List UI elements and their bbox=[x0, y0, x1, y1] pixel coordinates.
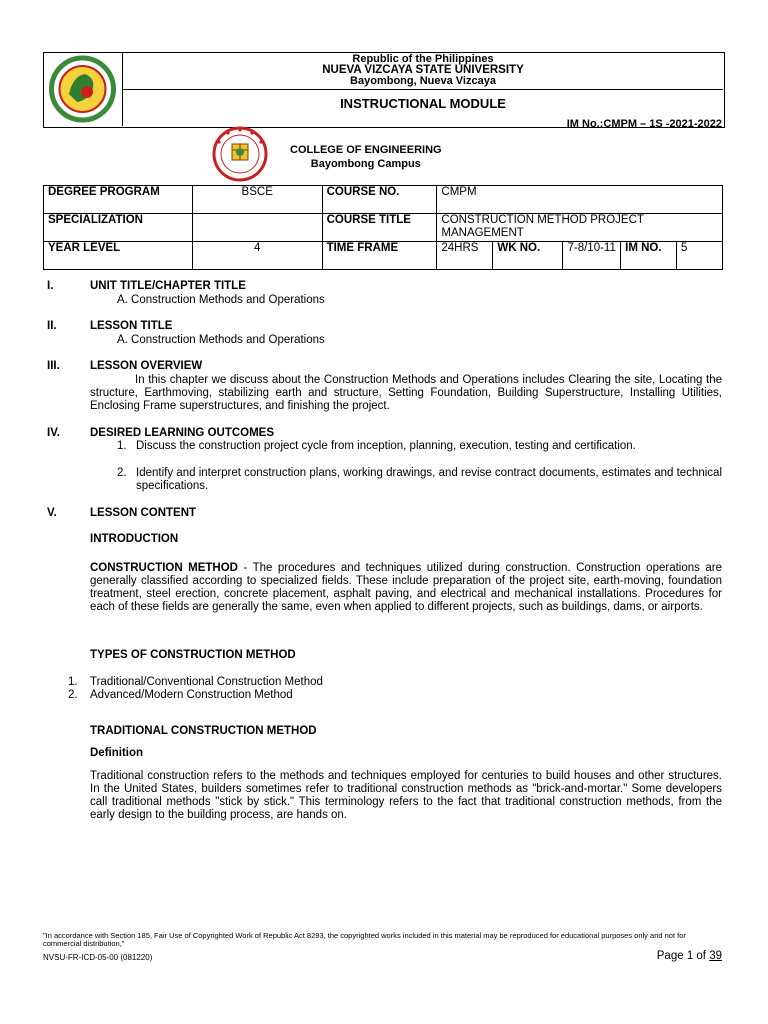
specialization-label: SPECIALIZATION bbox=[44, 214, 193, 242]
section-4-title: DESIRED LEARNING OUTCOMES bbox=[90, 427, 275, 439]
section-2-title: LESSON TITLE bbox=[90, 320, 173, 332]
construction-method-text: - The procedures and techniques utilized during construction. Construction operations are generally classified according to specialized fields. These include preparation of the project site, earth-moving, foundation treatment, steel erection, concrete placement, asphalt paving, and electrical and mechanical installations. Procedures for each of these fields are generally the same, even when applied to different projects, such as buildings, dams, or airports. bbox=[90, 562, 722, 613]
definition-text: Traditional construction refers to the methods and techniques employed for centuries to build houses and other structures. In the United States, builders sometimes refer to traditional construction methods as "brick-and-mortar." Some developers call traditional methods "stick by stick." This terminology refers to the fact that traditional construction methods, from the early design to the building process, are hands on. bbox=[90, 770, 722, 821]
module-title: INSTRUCTIONAL MODULE bbox=[340, 96, 506, 111]
traditional-heading: TRADITIONAL CONSTRUCTION METHOD bbox=[90, 725, 317, 737]
header-line-republic: Republic of the Philippines bbox=[352, 53, 494, 65]
im-no-value: 5 bbox=[677, 242, 723, 270]
header-line-location: Bayombong, Nueva Vizcaya bbox=[350, 75, 496, 87]
section-5-number: V. bbox=[47, 507, 57, 519]
year-level-value: 4 bbox=[192, 242, 322, 270]
time-frame-label: TIME FRAME bbox=[322, 242, 437, 270]
section-4-number: IV. bbox=[47, 427, 61, 439]
section-2-item: A. Construction Methods and Operations bbox=[117, 334, 325, 346]
section-1-item: A. Construction Methods and Operations bbox=[117, 294, 325, 306]
form-code: NVSU-FR-ICD-05-00 (081220) bbox=[43, 953, 153, 962]
college-logo bbox=[208, 126, 272, 182]
definition-heading: Definition bbox=[90, 747, 144, 759]
college-info bbox=[290, 143, 442, 171]
page-prefix: Page 1 of bbox=[656, 950, 710, 962]
introduction-heading: INTRODUCTION bbox=[90, 533, 179, 545]
year-level-label: YEAR LEVEL bbox=[44, 242, 193, 270]
type-number: 2. bbox=[68, 689, 78, 701]
university-logo bbox=[43, 52, 123, 126]
types-heading: TYPES OF CONSTRUCTION METHOD bbox=[90, 649, 296, 661]
specialization-value bbox=[192, 214, 322, 242]
copyright-note: "In accordance with Section 185, Fair Use of Copyrighted Work of Republic Act 8293, the copyrighted works included in this material may be reproduced for educational purposes only and not for commercial distribution," bbox=[43, 931, 686, 948]
college-campus: Bayombong Campus bbox=[310, 158, 421, 170]
time-frame-value: 24HRS bbox=[437, 242, 493, 270]
outcome-item: Discuss the construction project cycle from inception, planning, execution, testing and certification. bbox=[136, 440, 636, 452]
type-item: Advanced/Modern Construction Method bbox=[90, 689, 293, 701]
college-name: COLLEGE OF ENGINEERING bbox=[290, 144, 442, 156]
wk-no-value: 7-8/10-11 bbox=[563, 242, 621, 270]
page-number bbox=[657, 950, 722, 962]
construction-method-paragraph bbox=[90, 562, 722, 614]
type-item: Traditional/Conventional Construction Method bbox=[90, 676, 323, 688]
lesson-overview-text: In this chapter we discuss about the Construction Methods and Operations includes Clearing the site, Locating the structure, Earthmoving, stabilizing earth and structure, Setting Foundation, Building Superstructure, Installing Utilities, Enclosing Frame superstructures, and finishing the project. bbox=[90, 374, 722, 412]
course-title-label: COURSE TITLE bbox=[322, 214, 437, 242]
section-1-title: UNIT TITLE/CHAPTER TITLE bbox=[90, 280, 246, 292]
im-number: IM No.:CMPM – 1S -2021-2022 bbox=[566, 118, 722, 130]
section-3-number: III. bbox=[47, 360, 60, 372]
degree-program-label: DEGREE PROGRAM bbox=[44, 186, 193, 214]
header-institution bbox=[123, 52, 723, 90]
page-total-link[interactable]: 39 bbox=[709, 950, 722, 962]
course-info-table bbox=[43, 185, 723, 270]
section-3-title: LESSON OVERVIEW bbox=[90, 360, 203, 372]
course-title-value: CONSTRUCTION METHOD PROJECT MANAGEMENT bbox=[437, 214, 723, 242]
outcome-item: Identify and interpret construction plans, working drawings, and revise contract documents, estimates and technical specifications. bbox=[136, 467, 722, 492]
course-no-label: COURSE NO. bbox=[322, 186, 437, 214]
section-5-title: LESSON CONTENT bbox=[90, 507, 197, 519]
course-no-value: CMPM bbox=[437, 186, 723, 214]
outcome-number: 1. bbox=[117, 440, 127, 452]
section-2-number: II. bbox=[47, 320, 57, 332]
type-number: 1. bbox=[68, 676, 78, 688]
construction-method-term: CONSTRUCTION METHOD bbox=[90, 562, 238, 574]
outcome-number: 2. bbox=[117, 467, 127, 479]
degree-program-value: BSCE bbox=[192, 186, 322, 214]
wk-no-label: WK NO. bbox=[493, 242, 563, 270]
section-1-number: I. bbox=[47, 280, 54, 292]
header-line-university: NUEVA VIZCAYA STATE UNIVERSITY bbox=[322, 64, 524, 76]
im-no-label: IM NO. bbox=[621, 242, 677, 270]
